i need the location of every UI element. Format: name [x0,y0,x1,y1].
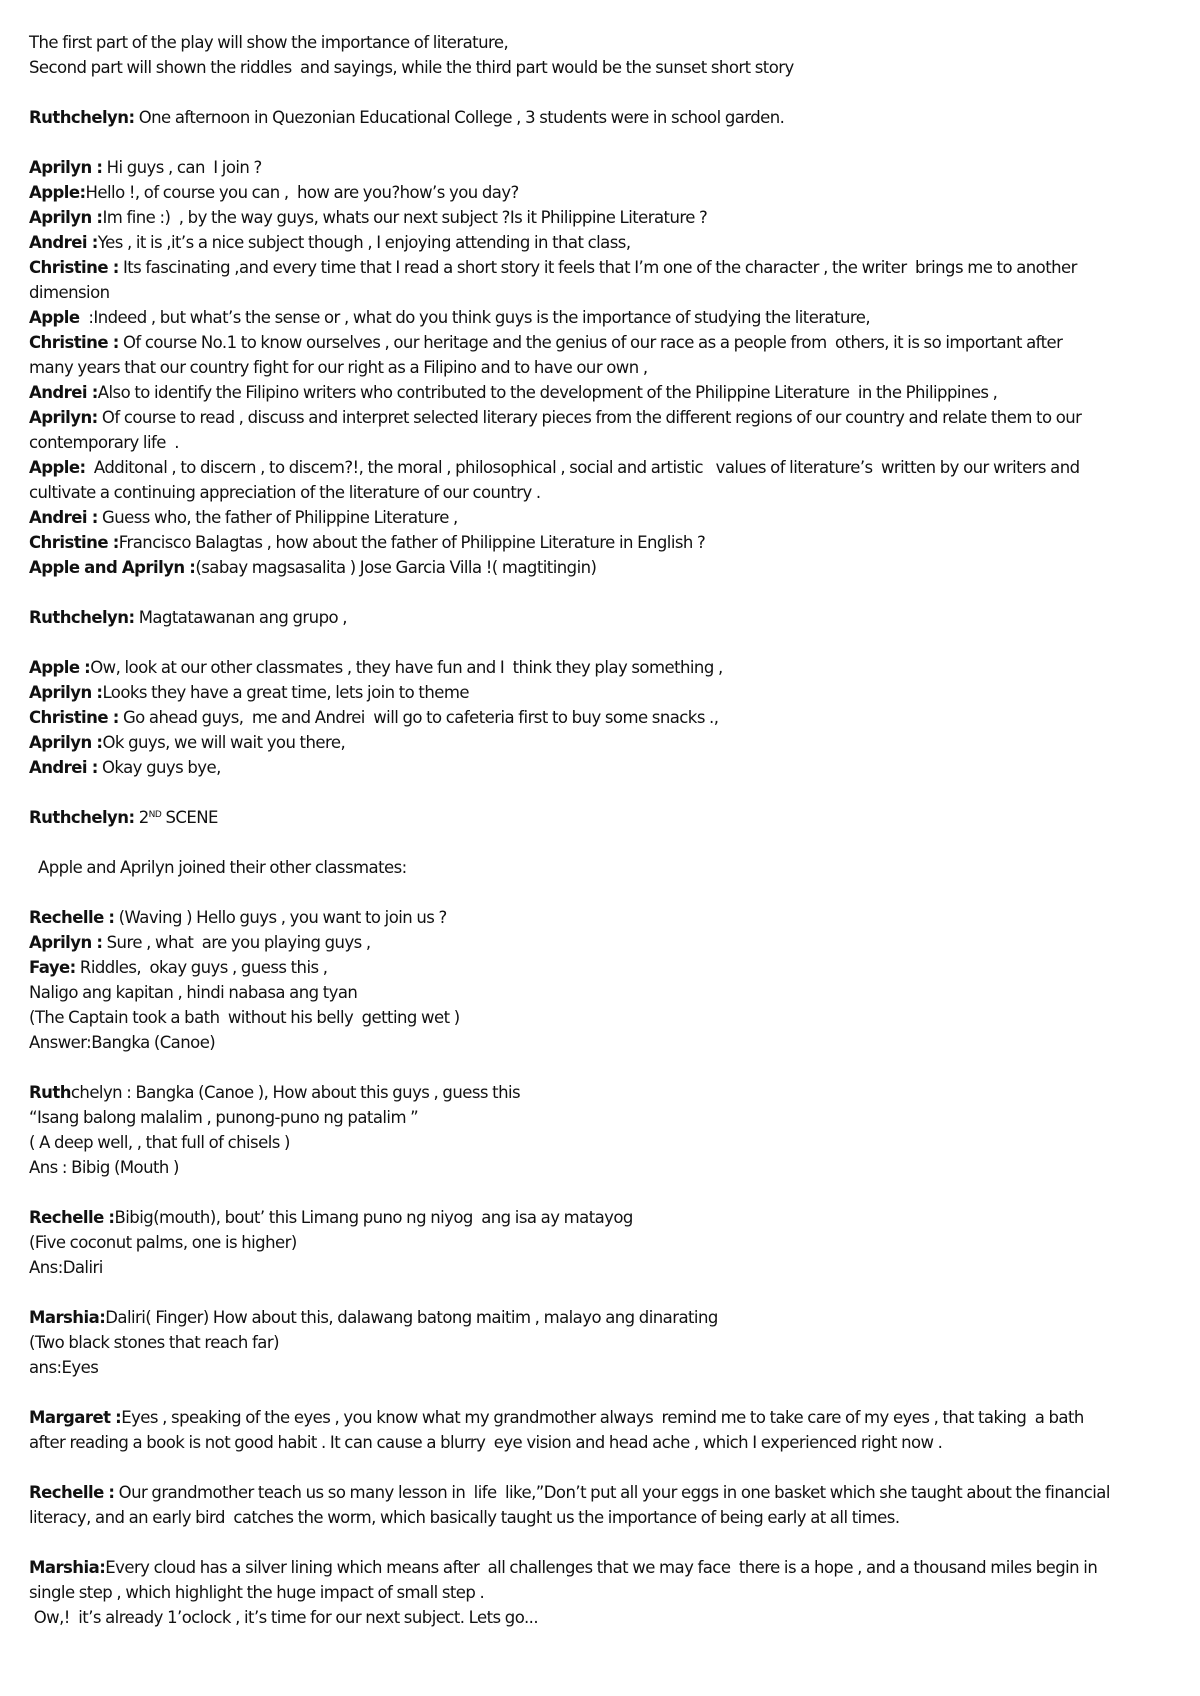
blank-line [29,630,1179,655]
dialogue-line [29,1205,1179,1230]
speaker-name: Apple [29,308,85,327]
line-text: contemporary life . [29,433,179,452]
speaker-name: Apple: [29,183,86,202]
line-text: Yes , it is ,it’s a nice subject though , I enjoying attending in that class, [97,233,631,252]
dialogue-line [29,405,1179,430]
text-line [29,1605,1179,1630]
blank-line [29,1055,1179,1080]
line-text: ans:Eyes [29,1358,99,1377]
dialogue-line [29,180,1179,205]
line-text: Ans : Bibig (Mouth ) [29,1158,179,1177]
blank-line [29,830,1179,855]
speaker-name: Andrei : [29,758,98,777]
speaker-name: Aprilyn : [29,208,103,227]
line-text: Daliri( Finger) How about this, dalawang batong maitim , malayo ang dinarating [105,1308,718,1327]
dialogue-line [29,230,1179,255]
text-line [29,1505,1179,1530]
text-line [29,980,1179,1005]
dialogue-line [29,505,1179,530]
line-text: One afternoon in Quezonian Educational College , 3 students were in school garden. [134,108,785,127]
speaker-name: Aprilyn : [29,158,103,177]
line-text: Hello !, of course you can , how are you?how’s you day? [85,183,519,202]
dialogue-line [29,730,1179,755]
line-text: Ok guys, we will wait you there, [102,733,346,752]
line-text: (The Captain took a bath without his belly getting wet ) [29,1008,460,1027]
blank-line [29,80,1179,105]
speaker-name: Christine : [29,333,119,352]
speaker-name: Christine : [29,533,119,552]
text-line [29,280,1179,305]
blank-line [29,1280,1179,1305]
dialogue-line [29,305,1179,330]
line-text: (Waving ) Hello guys , you want to join us ? [114,908,447,927]
line-text: (sabay magsasalita ) Jose Garcia Villa !( magtitingin) [195,558,597,577]
script-document [29,30,1179,1630]
text-line [29,1230,1179,1255]
speaker-name: Andrei : [29,508,98,527]
text-line [29,1105,1179,1130]
blank-line [29,580,1179,605]
text-line [29,855,1179,880]
blank-line [29,1530,1179,1555]
speaker-name: Apple: [29,458,86,477]
text-line [29,430,1179,455]
speaker-name: Aprilyn: [29,408,98,427]
line-text: Looks they have a great time, lets join to theme [102,683,469,702]
blank-line [29,1380,1179,1405]
speaker-name: Aprilyn : [29,683,103,702]
speaker-name: Andrei : [29,233,98,252]
line-text: ( A deep well, , that full of chisels ) [29,1133,290,1152]
speaker-name: Rechelle : [29,1483,115,1502]
text-line [29,480,1179,505]
line-text: Additonal , to discern , to discem?!, the moral , philosophical , social and artistic values of literature’s written by our writers and [85,458,1080,477]
speaker-name: Ruthchelyn: [29,108,135,127]
line-text: Francisco Balagtas , how about the father of Philippine Literature in English ? [118,533,706,552]
speaker-name: Faye: [29,958,76,977]
line-text: Go ahead guys, me and Andrei will go to cafeteria first to buy some snacks ., [118,708,719,727]
dialogue-line [29,1555,1179,1580]
blank-line [29,1180,1179,1205]
line-text: chelyn : Bangka (Canoe ), How about this guys , guess this [70,1083,521,1102]
speaker-name: Marshia: [29,1558,106,1577]
text-line [29,1005,1179,1030]
line-text: Magtatawanan ang grupo , [134,608,347,627]
dialogue-line [29,255,1179,280]
line-text: The first part of the play will show the importance of literature, [29,33,509,52]
dialogue-line [29,680,1179,705]
line-text: after reading a book is not good habit . It can cause a blurry eye vision and head ache , which I experienced right now . [29,1433,943,1452]
line-text: Apple and Aprilyn joined their other classmates: [38,858,407,877]
line-text: Hi guys , can I join ? [102,158,262,177]
dialogue-line [29,1405,1179,1430]
dialogue-line [29,705,1179,730]
dialogue-line [29,805,1179,830]
speaker-name: Rechelle : [29,1208,115,1227]
text-line [29,1330,1179,1355]
dialogue-line [29,380,1179,405]
line-text: single step , which highlight the huge impact of small step . [29,1583,485,1602]
line-text: Its fascinating ,and every time that I read a short story it feels that I’m one of the character , the writer brings me to another [118,258,1077,277]
line-text: :Indeed , but what’s the sense or , what do you think guys is the importance of studying the literature, [84,308,871,327]
line-text: Our grandmother teach us so many lesson in life like,”Don’t put all your eggs in one basket which she taught about the financial [114,1483,1110,1502]
dialogue-line [29,555,1179,580]
speaker-name: Apple and Aprilyn : [29,558,196,577]
text-line [29,1580,1179,1605]
line-text: Ow,! it’s already 1’oclock , it’s time for our next subject. Lets go... [29,1608,539,1627]
line-text: Second part will shown the riddles and sayings, while the third part would be the sunset short story [29,58,794,77]
line-text: (Two black stones that reach far) [29,1333,279,1352]
dialogue-line [29,605,1179,630]
line-text: Also to identify the Filipino writers who contributed to the development of the Philippine Literature in the Philippines , [97,383,998,402]
speaker-name: Margaret : [29,1408,122,1427]
dialogue-line [29,1305,1179,1330]
speaker-name: Aprilyn : [29,933,103,952]
line-text: Eyes , speaking of the eyes , you know what my grandmother always remind me to take care of my eyes , that taking a bath [121,1408,1084,1427]
line-text: Okay guys bye, [97,758,221,777]
blank-line [29,130,1179,155]
line-text: many years that our country fight for our right as a Filipino and to have our own , [29,358,648,377]
line-text: 2 [134,808,149,827]
speaker-name: Ruthchelyn: [29,608,135,627]
dialogue-line [29,155,1179,180]
line-text: Naligo ang kapitan , hindi nabasa ang tyan [29,983,358,1002]
speaker-name: Aprilyn : [29,733,103,752]
line-text: Every cloud has a silver lining which means after all challenges that we may face there is a hope , and a thousand miles begin in [105,1558,1098,1577]
line-text: Of course No.1 to know ourselves , our heritage and the genius of our race as a people from others, it is so important after [118,333,1063,352]
dialogue-line [29,755,1179,780]
dialogue-line [29,655,1179,680]
line-text: “Isang balong malalim , punong-puno ng patalim ” [29,1108,419,1127]
dialogue-line [29,1480,1179,1505]
line-text: Bibig(mouth), bout’ this Limang puno ng niyog ang isa ay matayog [114,1208,633,1227]
dialogue-line [29,905,1179,930]
text-line [29,1030,1179,1055]
dialogue-line [29,330,1179,355]
dialogue-line [29,205,1179,230]
line-text: Im fine :) , by the way guys, whats our next subject ?Is it Philippine Literature ? [102,208,708,227]
dialogue-line [29,530,1179,555]
dialogue-line [29,1080,1179,1105]
text-line [29,1355,1179,1380]
blank-line [29,880,1179,905]
text-line [29,1255,1179,1280]
line-text: Answer:Bangka (Canoe) [29,1033,216,1052]
dialogue-line [29,930,1179,955]
line-text: cultivate a continuing appreciation of the literature of our country . [29,483,541,502]
line-text: dimension [29,283,110,302]
line-text-after: SCENE [161,808,218,827]
speaker-name: Apple : [29,658,91,677]
blank-line [29,780,1179,805]
line-text: Sure , what are you playing guys , [102,933,371,952]
speaker-name: Ruthchelyn: [29,808,135,827]
line-text: Ow, look at our other classmates , they have fun and I think they play something , [90,658,723,677]
ordinal-superscript: ND [148,810,162,820]
text-line [29,1130,1179,1155]
text-line [29,1155,1179,1180]
text-line [29,355,1179,380]
speaker-name: Christine : [29,708,119,727]
speaker-name: Rechelle : [29,908,115,927]
dialogue-line [29,455,1179,480]
speaker-name: Christine : [29,258,119,277]
speaker-name: Andrei : [29,383,98,402]
line-text: Of course to read , discuss and interpret selected literary pieces from the different regions of our country and relate them to our [97,408,1082,427]
line-text: Ans:Daliri [29,1258,103,1277]
line-text: (Five coconut palms, one is higher) [29,1233,297,1252]
line-text: literacy, and an early bird catches the worm, which basically taught us the importance of being early at all times. [29,1508,900,1527]
dialogue-line [29,105,1179,130]
line-text: Riddles, okay guys , guess this , [75,958,328,977]
speaker-name: Ruth [29,1083,71,1102]
text-line [29,30,1179,55]
blank-line [29,1455,1179,1480]
text-line [29,1430,1179,1455]
text-line [29,55,1179,80]
dialogue-line [29,955,1179,980]
speaker-name: Marshia: [29,1308,106,1327]
line-text: Guess who, the father of Philippine Literature , [97,508,458,527]
